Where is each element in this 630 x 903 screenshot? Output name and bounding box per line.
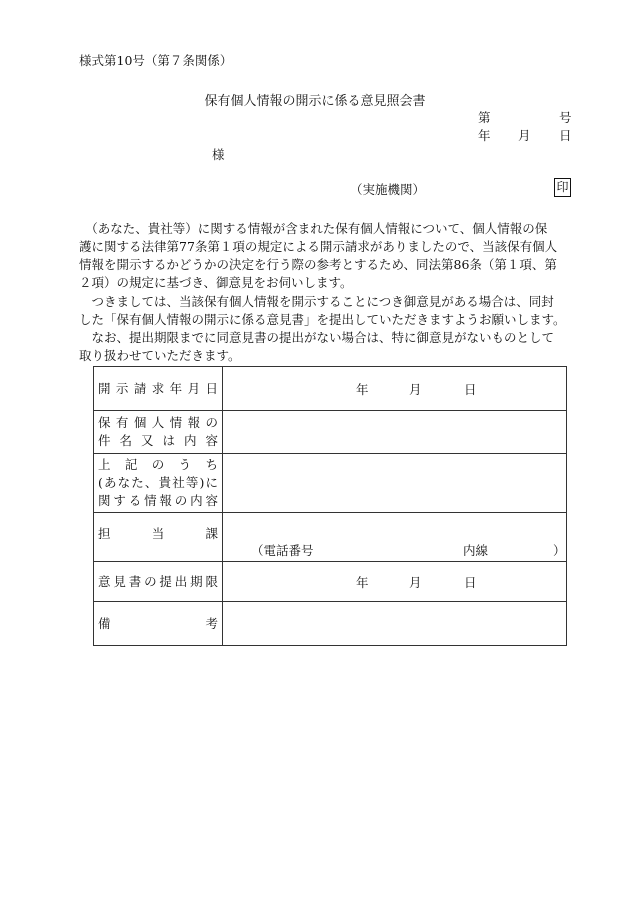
table-row	[94, 513, 567, 562]
request-date-day: 日	[464, 381, 477, 397]
related-info-label-cell	[94, 454, 223, 513]
remarks-label-cell	[94, 602, 223, 646]
table-row	[94, 411, 567, 454]
table-row	[94, 454, 567, 513]
table-row	[94, 562, 567, 602]
close-paren: ）	[553, 543, 566, 558]
remarks-label: 備考	[98, 615, 218, 631]
request-date-label-cell	[94, 367, 223, 411]
department-label-cell	[94, 513, 223, 562]
department-label: 担当課	[98, 526, 218, 541]
related-info-value-cell[interactable]	[223, 454, 567, 513]
department-value-cell[interactable]	[223, 513, 567, 562]
deadline-year: 年	[356, 574, 369, 590]
body-line: 取り扱わせていただきます。	[79, 348, 241, 363]
seal-box: 印	[554, 178, 571, 197]
related-info-label-line1: 上記のうち	[98, 457, 218, 472]
organization-label: （実施機関）	[350, 182, 426, 197]
deadline-value-cell[interactable]	[223, 562, 567, 602]
form-number: 様式第10号（第７条関係）	[79, 53, 233, 68]
subject-value-cell[interactable]	[223, 411, 567, 454]
subject-label-line2: 件名又は内容	[98, 433, 218, 448]
body-line: 情報を開示するかどうかの決定を行う際の参考とするため、同法第86条（第１項、第	[79, 257, 557, 272]
deadline-label: 意見書の提出期限	[98, 573, 218, 589]
date-year: 年	[478, 128, 491, 143]
body-line: つきましては、当該保有個人情報を開示することにつき御意見がある場合は、同封	[79, 294, 554, 309]
addressee-suffix: 様	[212, 147, 225, 162]
related-info-label-line3: 関する情報の内容	[98, 493, 218, 508]
deadline-day: 日	[464, 574, 477, 590]
body-line: した「保有個人情報の開示に係る意見書」を提出していただきますようお願いします。	[79, 312, 566, 327]
remarks-value-cell[interactable]	[223, 602, 567, 646]
phone-label: （電話番号	[251, 543, 314, 558]
body-line: （あなた、貴社等）に関する情報が含まれた保有個人情報について、個人情報の保	[79, 221, 548, 236]
date-day: 日	[559, 128, 572, 143]
date-month: 月	[518, 128, 531, 143]
body-line: なお、提出期限までに同意見書の提出がない場合は、特に御意見がないものとして	[79, 330, 555, 345]
table-row	[94, 367, 567, 411]
related-info-label-line2: (あなた、貴社等)に	[98, 475, 218, 490]
info-table	[93, 366, 567, 646]
request-date-label: 開示請求年月日	[98, 380, 218, 396]
body-line: ２項）の規定に基づき、御意見をお伺いします。	[79, 275, 353, 290]
document-title: 保有個人情報の開示に係る意見照会書	[204, 94, 426, 109]
deadline-month: 月	[409, 574, 422, 590]
doc-number-suffix: 号	[559, 110, 572, 125]
body-line: 護に関する法律第77条第１項の規定による開示請求がありましたので、当該保有個人	[79, 239, 558, 254]
doc-number-prefix: 第	[478, 110, 491, 125]
table-row	[94, 602, 567, 646]
subject-label-cell	[94, 411, 223, 454]
request-date-year: 年	[356, 381, 369, 397]
deadline-label-cell	[94, 562, 223, 602]
extension-label: 内線	[463, 543, 489, 558]
subject-label-line1: 保有個人情報の	[98, 415, 218, 430]
request-date-value-cell[interactable]	[223, 367, 567, 411]
request-date-month: 月	[409, 381, 422, 397]
